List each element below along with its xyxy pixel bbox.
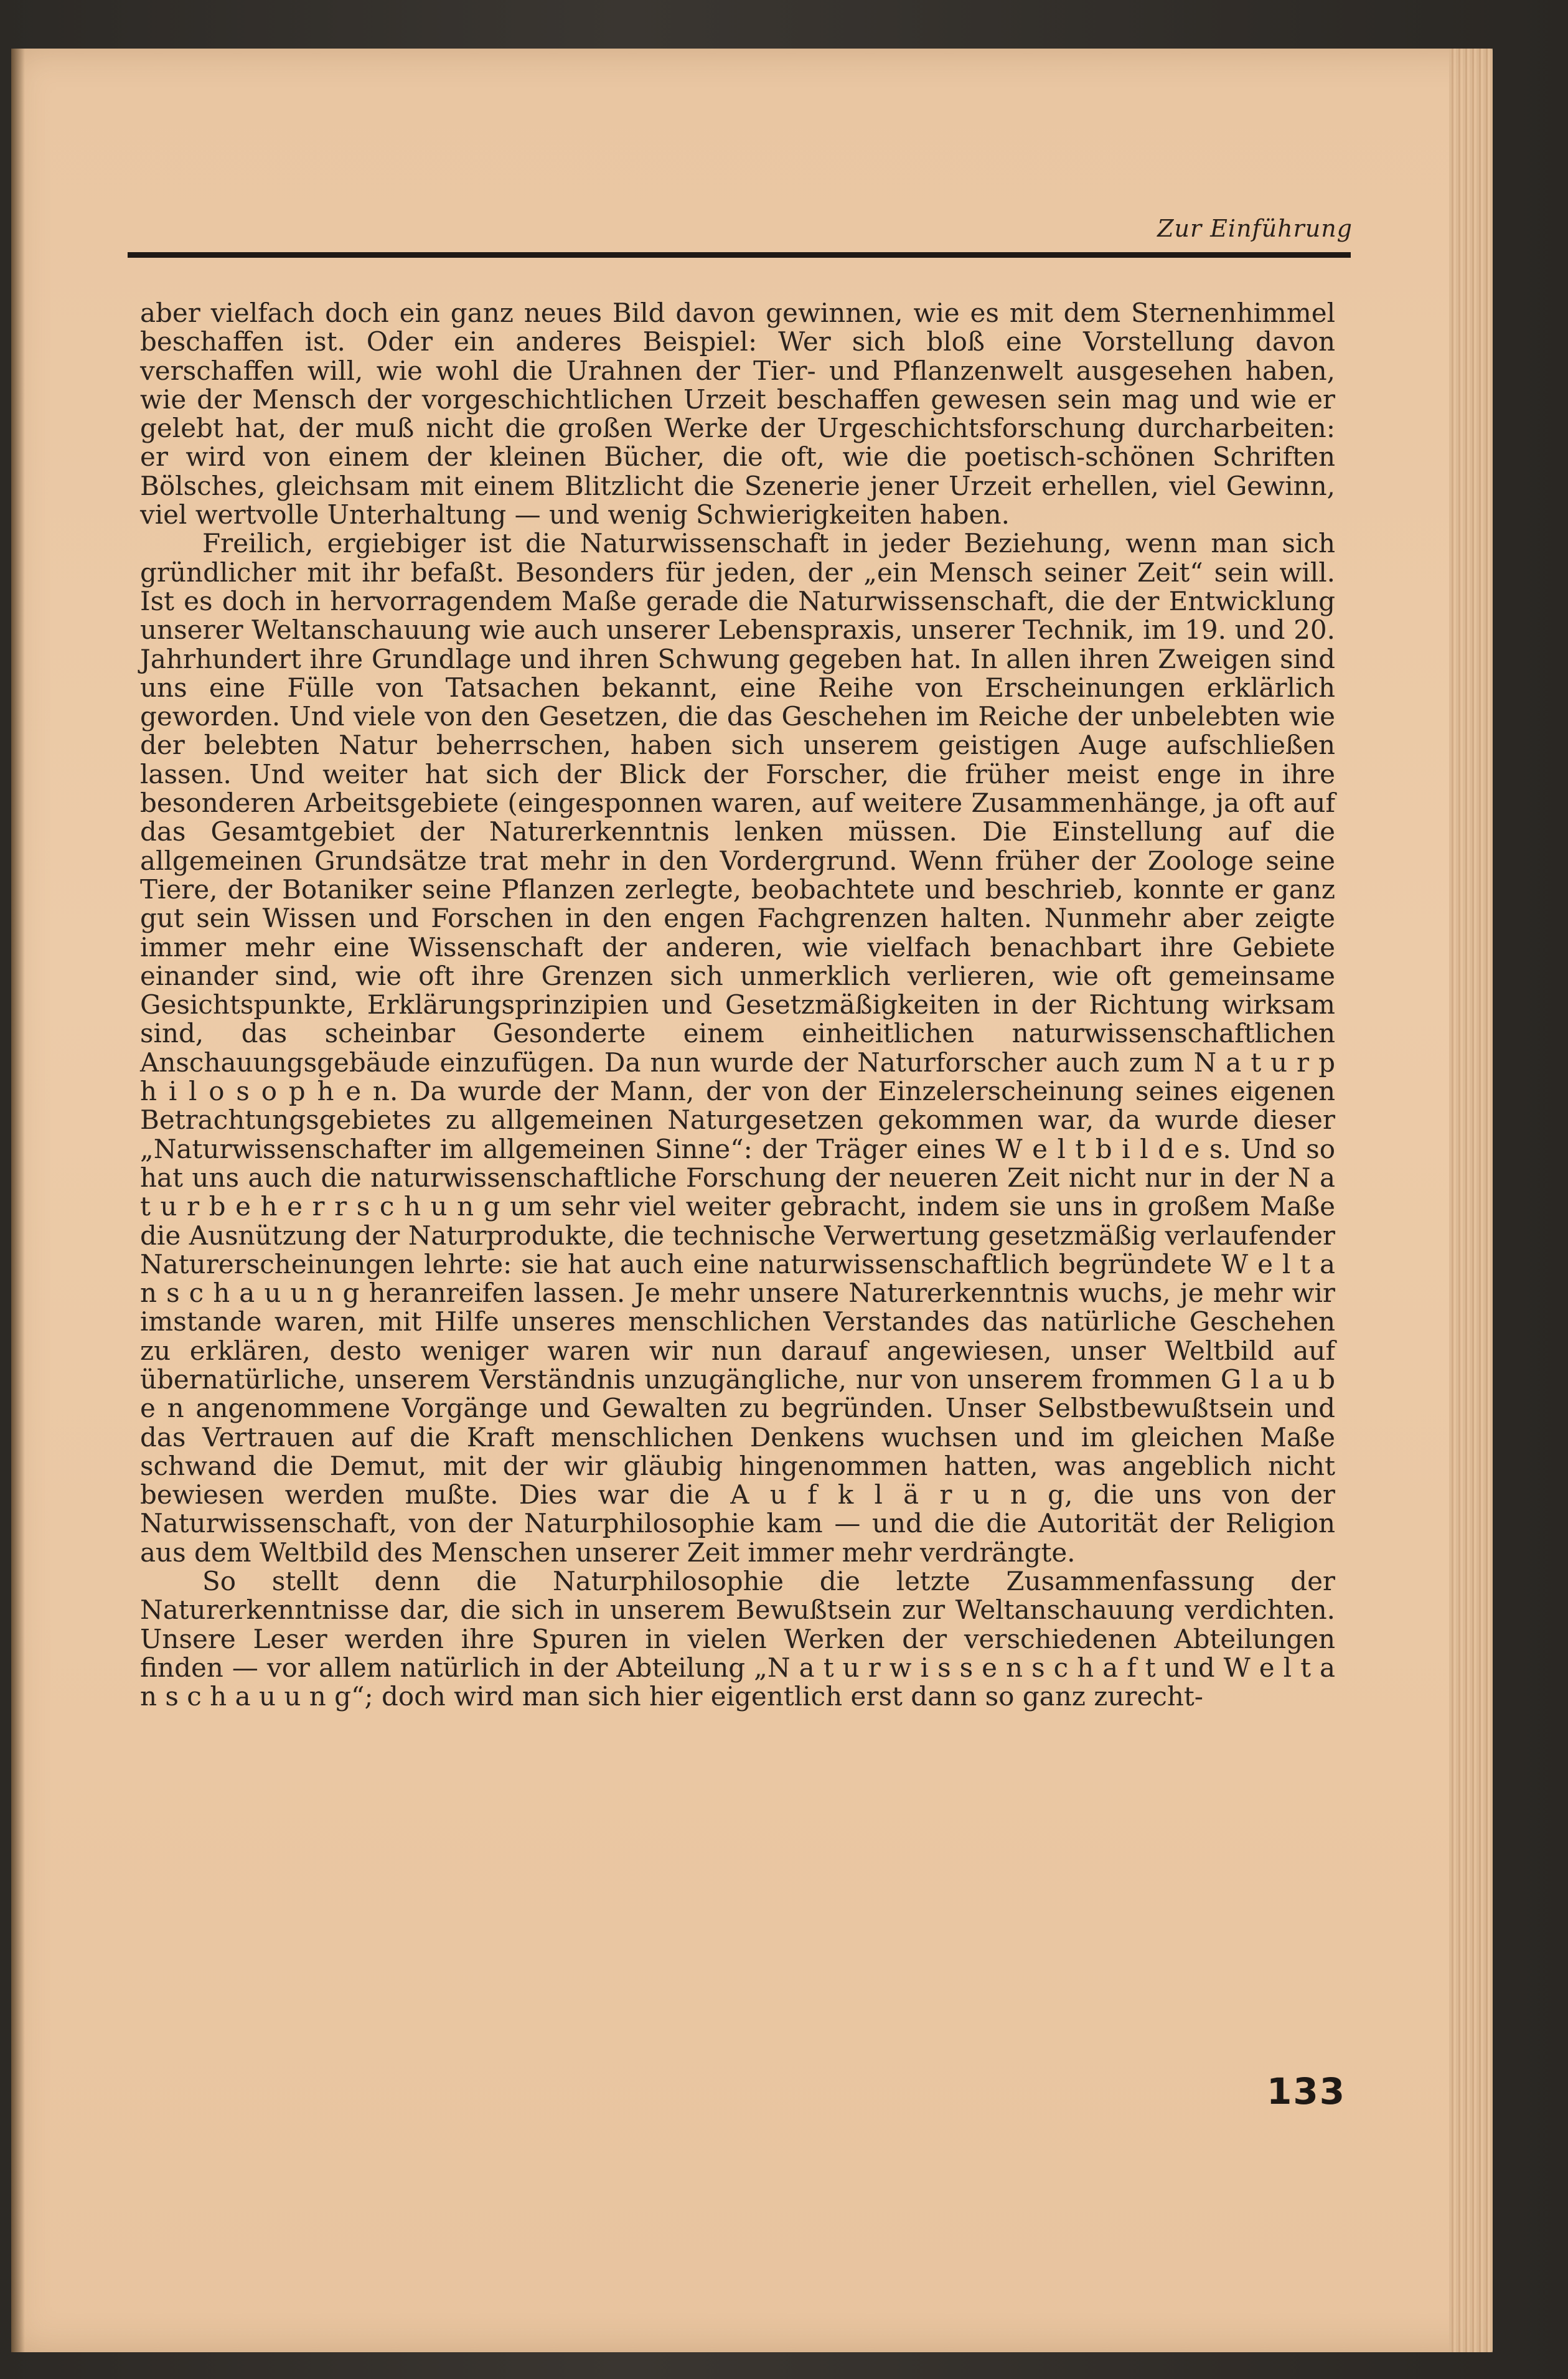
running-head: Zur Einführung	[1157, 215, 1353, 242]
paragraph-2: Freilich, ergiebiger ist die Naturwissenschaft in jeder Beziehung, wenn man sich gründlicher mit ihr befaßt. Besonders für jeden, der „ein Mensch seiner Zeit“ sein will. Ist es doch in hervorragendem Maße gerade die Naturwissenschaft, die der Entwicklung unserer Weltanschauung wie auch unserer Lebenspraxis, unserer Technik, im 19. und 20. Jahrhundert ihre Grundlage und ihren Schwung gegeben hat. In allen ihren Zweigen sind uns eine Fülle von Tatsachen bekannt, eine Reihe von Erscheinungen erklärlich geworden. Und viele von den Gesetzen, die das Geschehen im Reiche der unbelebten wie der belebten Natur beherrschen, haben sich unserem geistigen Auge aufschließen lassen. Und weiter hat sich der Blick der Forscher, die früher meist enge in ihre besonderen Arbeitsgebiete (eingesponnen waren, auf weitere Zusammenhänge, ja oft auf das Gesamtgebiet der Naturerkenntnis lenken müssen. Die Einstellung auf die allgemeinen Grundsätze trat mehr in den Vordergrund. Wenn früher der Zoologe seine Tiere, der Botaniker seine Pflanzen zerlegte, beobachtete und beschrieb, konnte er ganz gut sein Wissen und Forschen in den engen Fachgrenzen halten. Nunmehr aber zeigte immer mehr eine Wissenschaft der anderen, wie vielfach benachbart ihre Gebiete einander sind, wie oft ihre Grenzen sich unmerklich verlieren, wie oft gemeinsame Gesichtspunkte, Erklärungsprinzipien und Gesetzmäßigkeiten in der Richtung wirksam sind, das scheinbar Gesonderte einem einheitlichen naturwissenschaftlichen Anschauungsgebäude einzufügen. Da nun wurde der Naturforscher auch zum N a t u r p h i l o s o p h e n. Da wurde der Mann, der von der Einzelerscheinung seines eigenen Betrachtungsgebietes zu allgemeinen Naturgesetzen gekommen war, da wurde dieser „Naturwissenschafter im allgemeinen Sinne“: der Träger eines W e l t b i l d e s. Und so hat uns auch die naturwissenschaftliche Forschung der neueren Zeit nicht nur in der N a t u r b e h e r r s c h u n g um sehr viel weiter gebracht, indem sie uns in großem Maße die Ausnützung der Naturprodukte, die technische Verwertung gesetzmäßig verlaufender Naturerscheinungen lehrte: sie hat auch eine naturwissenschaftlich begründete W e l t a n s c h a u u n g heranreifen lassen. Je mehr unsere Naturerkenntnis wuchs, je mehr wir imstande waren, mit Hilfe unseres menschlichen Verstandes das natürliche Geschehen zu erklären, desto weniger waren wir nun darauf angewiesen, unser Weltbild auf übernatürliche, unserem Verständnis unzugängliche, nur von unserem frommen G l a u b e n angenommene Vorgänge und Gewalten zu begründen. Unser Selbstbewußtsein und das Vertrauen auf die Kraft menschlichen Denkens wuchsen und im gleichen Maße schwand die Demut, mit der wir gläubig hingenommen hatten, was angeblich nicht bewiesen werden mußte. Dies war die A u f k l ä r u n g, die uns von der Naturwissenschaft, von der Naturphilosophie kam — und die die Autorität der Religion aus dem Weltbild des Menschen unserer Zeit immer mehr verdrängte.	[140, 528, 1335, 1568]
paragraph-3: So stellt denn die Naturphilosophie die letzte Zusammenfassung der Naturerkenntnisse dar, die sich in unserem Bewußtsein zur Weltanschauung verdichten. Unsere Leser werden ihre Spuren in vielen Werken der verschiedenen Abteilungen finden — vor allem natürlich in der Abteilung „N a t u r w i s s e n s c h a f t und W e l t a n s c h a u u n g“; doch wird man sich hier eigentlich erst dann so ganz zurecht-	[140, 1566, 1335, 1712]
paragraph-1: aber vielfach doch ein ganz neues Bild davon gewinnen, wie es mit dem Sternenhimmel beschaffen ist. Oder ein anderes Beispiel: Wer sich bloß eine Vorstellung davon verschaffen will, wie wohl die Urahnen der Tier- und Pflanzenwelt ausgesehen haben, wie der Mensch der vorgeschichtlichen Urzeit beschaffen gewesen sein mag und wie er gelebt hat, der muß nicht die großen Werke der Urgeschichtsforschung durcharbeiten: er wird von einem der kleinen Bücher, die oft, wie die poetisch-schönen Schriften Bölsches, gleichsam mit einem Blitzlicht die Szenerie jener Urzeit erhellen, viel Gewinn, viel wertvolle Unterhaltung — und wenig Schwierigkeiten haben.	[140, 298, 1335, 530]
header-rule	[128, 252, 1351, 258]
page-gutter-shadow	[11, 49, 25, 2352]
page-edge-stack	[1449, 49, 1493, 2352]
page-number: 133	[1267, 2070, 1346, 2113]
body-text	[140, 299, 1335, 1712]
